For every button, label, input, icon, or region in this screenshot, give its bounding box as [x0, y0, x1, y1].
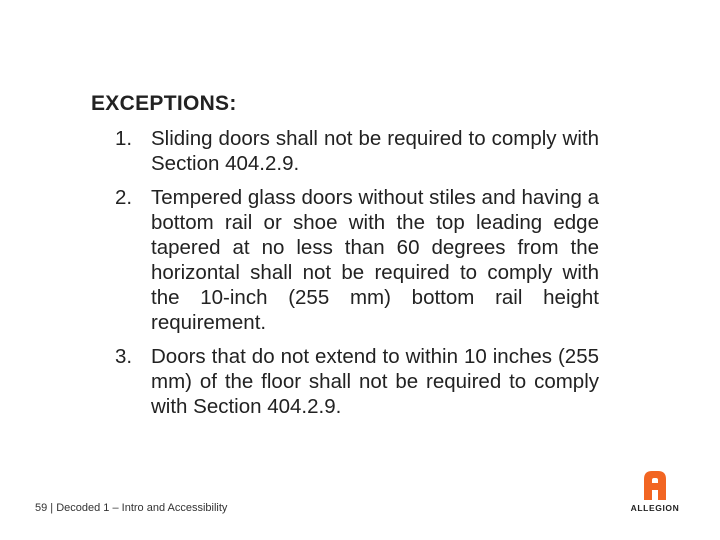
exception-number: 2. [115, 186, 133, 209]
allegion-logo-icon [643, 470, 667, 500]
exception-number: 3. [115, 345, 133, 368]
exception-number: 1. [115, 127, 133, 150]
allegion-logo [624, 470, 686, 516]
slide-footer: 59 | Decoded 1 – Intro and Accessibility [35, 502, 228, 514]
exception-text: Tempered glass doors without stiles and having a bottom rail or shoe with the top leading edge tapered at no less than 60 degrees from the horizontal shall not be required to comply with the 10-inch (255 mm) bottom rail height requirement. [151, 186, 599, 334]
slide-heading: EXCEPTIONS: [91, 92, 237, 115]
exceptions-list [115, 126, 599, 428]
exception-text: Sliding doors shall not be required to comply with Section 404.2.9. [151, 127, 599, 175]
allegion-wordmark: ALLEGION [630, 503, 680, 513]
exception-text: Doors that do not extend to within 10 inches (255 mm) of the floor shall not be required to comply with Section 404.2.9. [151, 345, 599, 418]
exception-item [115, 344, 599, 419]
exception-item [115, 126, 599, 176]
exception-item [115, 185, 599, 335]
